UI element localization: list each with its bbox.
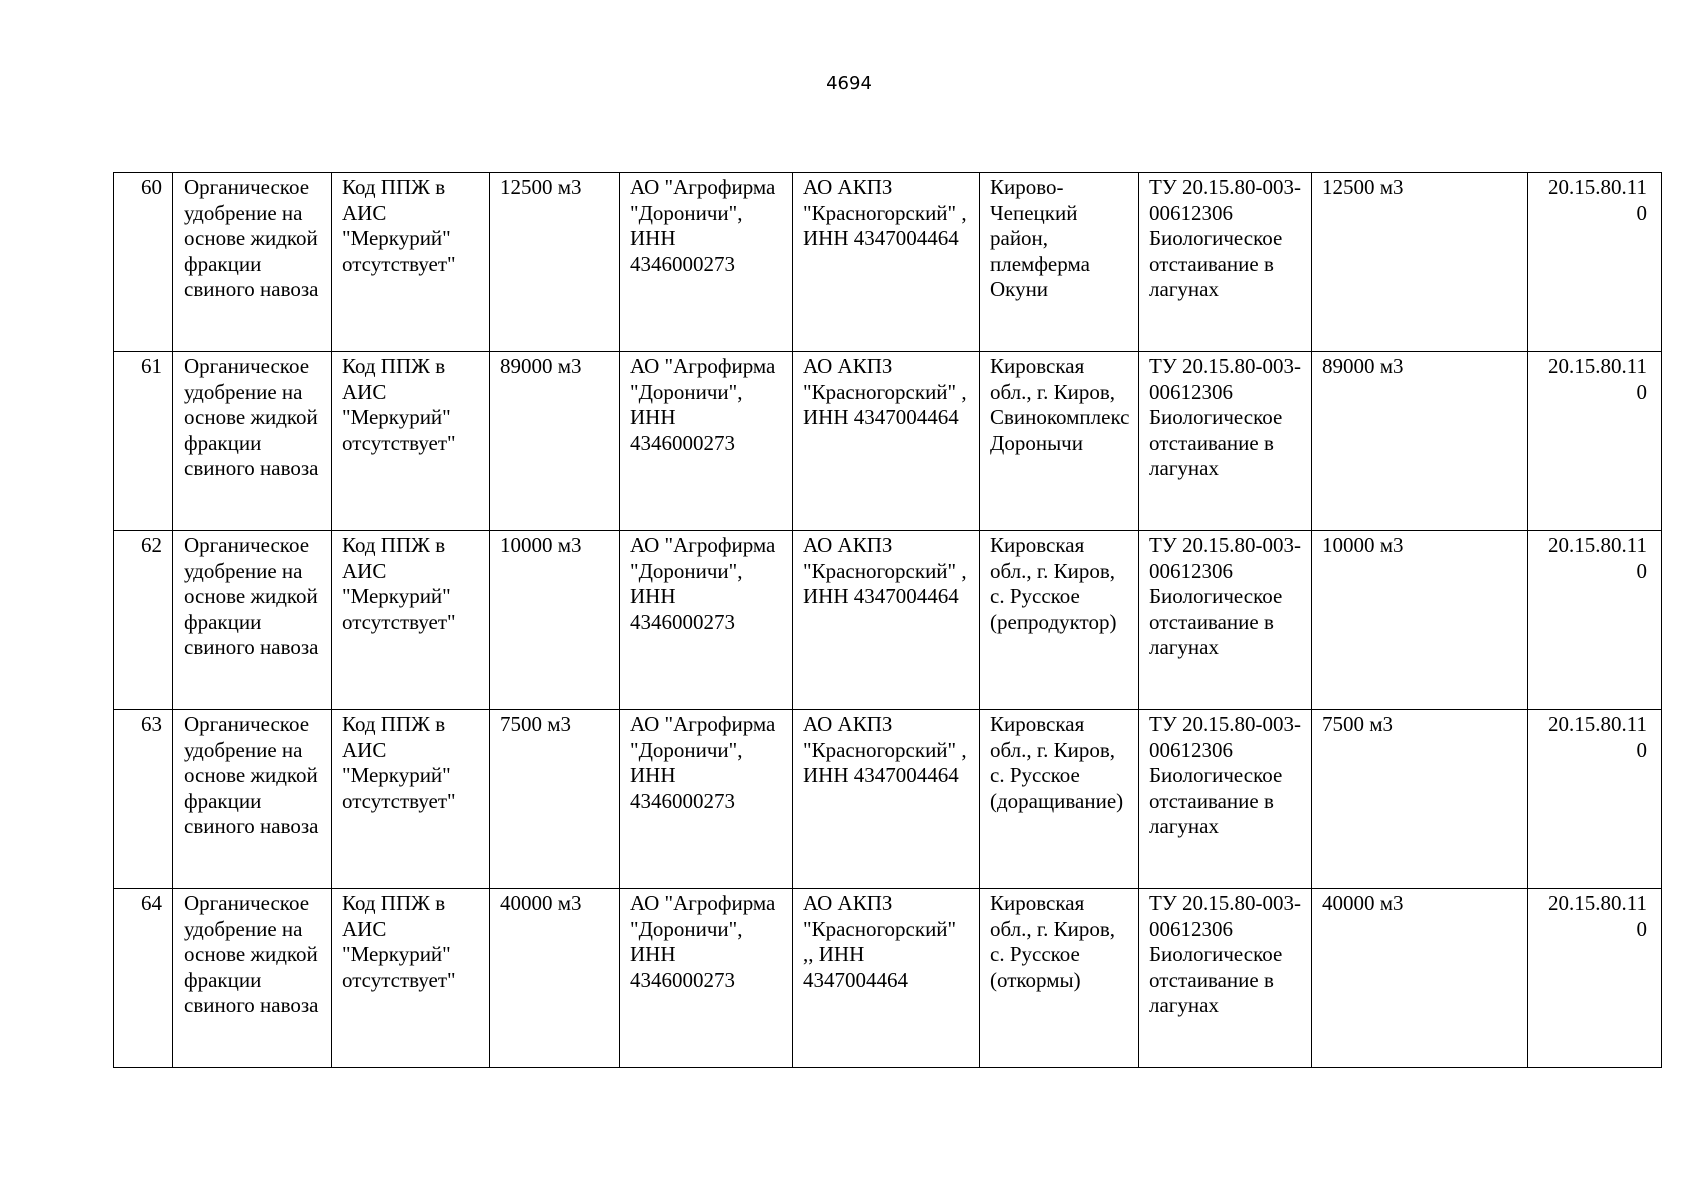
cell-volume: 89000 м3: [490, 352, 620, 531]
cell-technical-conditions: ТУ 20.15.80-003-00612306 Биологическое отстаивание в лагунах: [1139, 889, 1312, 1068]
cell-owner: АО АКПЗ "Красногорский" , ИНН 4347004464: [793, 352, 980, 531]
cell-producer: АО "Агрофирма "Дороничи", ИНН 4346000273: [620, 710, 793, 889]
cell-mercury-code: Код ППЖ в АИС "Меркурий" отсутствует": [332, 352, 490, 531]
table-row: [114, 173, 1662, 352]
cell-mercury-code: Код ППЖ в АИС "Меркурий" отсутствует": [332, 889, 490, 1068]
cell-row-number: 60: [114, 173, 173, 352]
cell-volume: 40000 м3: [490, 889, 620, 1068]
cell-volume-2: 7500 м3: [1312, 710, 1528, 889]
cell-volume-2: 12500 м3: [1312, 173, 1528, 352]
cell-product-name: Органическое удобрение на основе жидкой фракции свиного навоза: [173, 352, 332, 531]
cell-product-name: Органическое удобрение на основе жидкой фракции свиного навоза: [173, 531, 332, 710]
cell-mercury-code: Код ППЖ в АИС "Меркурий" отсутствует": [332, 710, 490, 889]
table-row: [114, 710, 1662, 889]
cell-location: Кировская обл., г. Киров, с. Русское (откормы): [980, 889, 1139, 1068]
cell-row-number: 62: [114, 531, 173, 710]
cell-technical-conditions: ТУ 20.15.80-003-00612306 Биологическое отстаивание в лагунах: [1139, 531, 1312, 710]
table-body: [114, 173, 1662, 1068]
cell-volume-2: 10000 м3: [1312, 531, 1528, 710]
cell-okpd-code: 20.15.80.110: [1528, 531, 1662, 710]
cell-technical-conditions: ТУ 20.15.80-003-00612306 Биологическое отстаивание в лагунах: [1139, 352, 1312, 531]
cell-product-name: Органическое удобрение на основе жидкой фракции свиного навоза: [173, 710, 332, 889]
cell-producer: АО "Агрофирма "Дороничи", ИНН 4346000273: [620, 531, 793, 710]
cell-producer: АО "Агрофирма "Дороничи", ИНН 4346000273: [620, 173, 793, 352]
cell-product-name: Органическое удобрение на основе жидкой фракции свиного навоза: [173, 173, 332, 352]
table-row: [114, 352, 1662, 531]
cell-mercury-code: Код ППЖ в АИС "Меркурий" отсутствует": [332, 173, 490, 352]
table-row: [114, 531, 1662, 710]
cell-row-number: 64: [114, 889, 173, 1068]
registry-table: [113, 172, 1662, 1068]
cell-volume: 10000 м3: [490, 531, 620, 710]
cell-row-number: 61: [114, 352, 173, 531]
cell-location: Кирово-Чепецкий район, племферма Окуни: [980, 173, 1139, 352]
cell-product-name: Органическое удобрение на основе жидкой фракции свиного навоза: [173, 889, 332, 1068]
table-row: [114, 889, 1662, 1068]
cell-volume-2: 40000 м3: [1312, 889, 1528, 1068]
cell-volume: 12500 м3: [490, 173, 620, 352]
cell-owner: АО АКПЗ "Красногорский" ,, ИНН 4347004464: [793, 889, 980, 1068]
cell-owner: АО АКПЗ "Красногорский" , ИНН 4347004464: [793, 710, 980, 889]
cell-location: Кировская обл., г. Киров, с. Русское (репродуктор): [980, 531, 1139, 710]
cell-technical-conditions: ТУ 20.15.80-003-00612306 Биологическое отстаивание в лагунах: [1139, 173, 1312, 352]
cell-owner: АО АКПЗ "Красногорский" , ИНН 4347004464: [793, 173, 980, 352]
cell-location: Кировская обл., г. Киров, Свинокомплекс Доронычи: [980, 352, 1139, 531]
cell-owner: АО АКПЗ "Красногорский" , ИНН 4347004464: [793, 531, 980, 710]
cell-location: Кировская обл., г. Киров, с. Русское (доращивание): [980, 710, 1139, 889]
cell-technical-conditions: ТУ 20.15.80-003-00612306 Биологическое отстаивание в лагунах: [1139, 710, 1312, 889]
page-number: 4694: [826, 73, 872, 94]
cell-mercury-code: Код ППЖ в АИС "Меркурий" отсутствует": [332, 531, 490, 710]
cell-volume-2: 89000 м3: [1312, 352, 1528, 531]
cell-producer: АО "Агрофирма "Дороничи", ИНН 4346000273: [620, 352, 793, 531]
cell-okpd-code: 20.15.80.110: [1528, 889, 1662, 1068]
cell-okpd-code: 20.15.80.110: [1528, 173, 1662, 352]
cell-volume: 7500 м3: [490, 710, 620, 889]
cell-okpd-code: 20.15.80.110: [1528, 710, 1662, 889]
cell-okpd-code: 20.15.80.110: [1528, 352, 1662, 531]
cell-row-number: 63: [114, 710, 173, 889]
cell-producer: АО "Агрофирма "Дороничи", ИНН 4346000273: [620, 889, 793, 1068]
